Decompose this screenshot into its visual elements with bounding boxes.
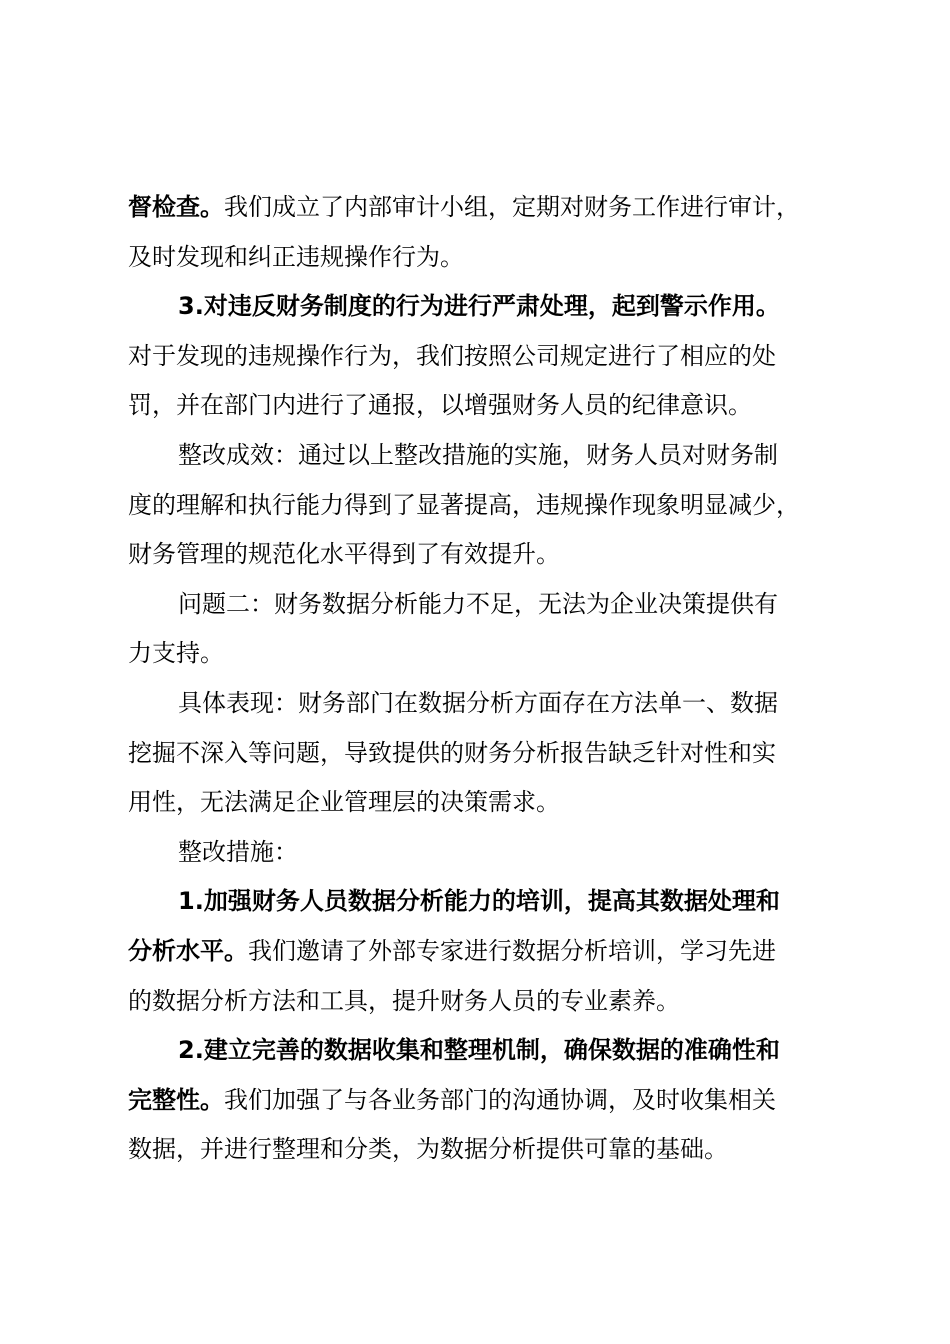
paragraph-line (128, 1076, 840, 1126)
paragraph-line (128, 580, 840, 630)
body-text: 整改措施： (178, 837, 298, 866)
body-text: 我们成立了内部审计小组，定期对财务工作进行审计， (224, 193, 800, 221)
bold-heading-text: 督检查。 (128, 193, 224, 221)
paragraph-line (128, 877, 840, 927)
paragraph-line (128, 233, 840, 283)
paragraph-line (128, 729, 840, 779)
bold-heading-text: 分析水平。 (128, 936, 248, 965)
document-page (128, 183, 840, 1175)
body-text: 及时发现和纠正违规操作行为。 (128, 242, 464, 271)
body-text: 数据，并进行整理和分类，为数据分析提供可靠的基础。 (128, 1135, 728, 1164)
paragraph-line (128, 183, 840, 233)
body-text: 的数据分析方法和工具，提升财务人员的专业素养。 (128, 986, 680, 1015)
paragraph-line (128, 431, 840, 481)
bold-heading-text: 2.建立完善的数据收集和整理机制，确保数据的准确性和 (178, 1036, 780, 1065)
paragraph-line (128, 828, 840, 878)
paragraph-line (128, 332, 840, 382)
paragraph-line (128, 481, 840, 531)
body-text: 用性，无法满足企业管理层的决策需求。 (128, 788, 560, 817)
paragraph-line (128, 927, 840, 977)
body-text: 力支持。 (128, 639, 224, 668)
body-text: 挖掘不深入等问题，导致提供的财务分析报告缺乏针对性和实 (128, 738, 776, 767)
body-text: 整改成效：通过以上整改措施的实施，财务人员对财务制 (178, 440, 778, 469)
body-text: 对于发现的违规操作行为，我们按照公司规定进行了相应的处 (128, 341, 776, 370)
body-text: 度的理解和执行能力得到了显著提高，违规操作现象明显减少， (128, 490, 800, 519)
paragraph-line (128, 679, 840, 729)
bold-heading-text: 3.对违反财务制度的行为进行严肃处理，起到警示作用。 (178, 292, 780, 321)
bold-heading-text: 完整性。 (128, 1085, 224, 1114)
bold-heading-text: 1.加强财务人员数据分析能力的培训，提高其数据处理和 (178, 887, 780, 916)
paragraph-line (128, 282, 840, 332)
body-text: 罚，并在部门内进行了通报，以增强财务人员的纪律意识。 (128, 391, 752, 420)
paragraph-line (128, 1026, 840, 1076)
paragraph-line (128, 381, 840, 431)
paragraph-line (128, 977, 840, 1027)
body-text: 具体表现：财务部门在数据分析方面存在方法单一、数据 (178, 688, 778, 717)
paragraph-line (128, 778, 840, 828)
paragraph-line (128, 629, 840, 679)
paragraph-line (128, 1125, 840, 1175)
paragraph-line (128, 530, 840, 580)
body-text: 我们邀请了外部专家进行数据分析培训，学习先进 (248, 936, 776, 965)
body-text: 我们加强了与各业务部门的沟通协调，及时收集相关 (224, 1085, 776, 1114)
body-text: 财务管理的规范化水平得到了有效提升。 (128, 540, 560, 569)
body-text: 问题二：财务数据分析能力不足，无法为企业决策提供有 (178, 589, 778, 618)
